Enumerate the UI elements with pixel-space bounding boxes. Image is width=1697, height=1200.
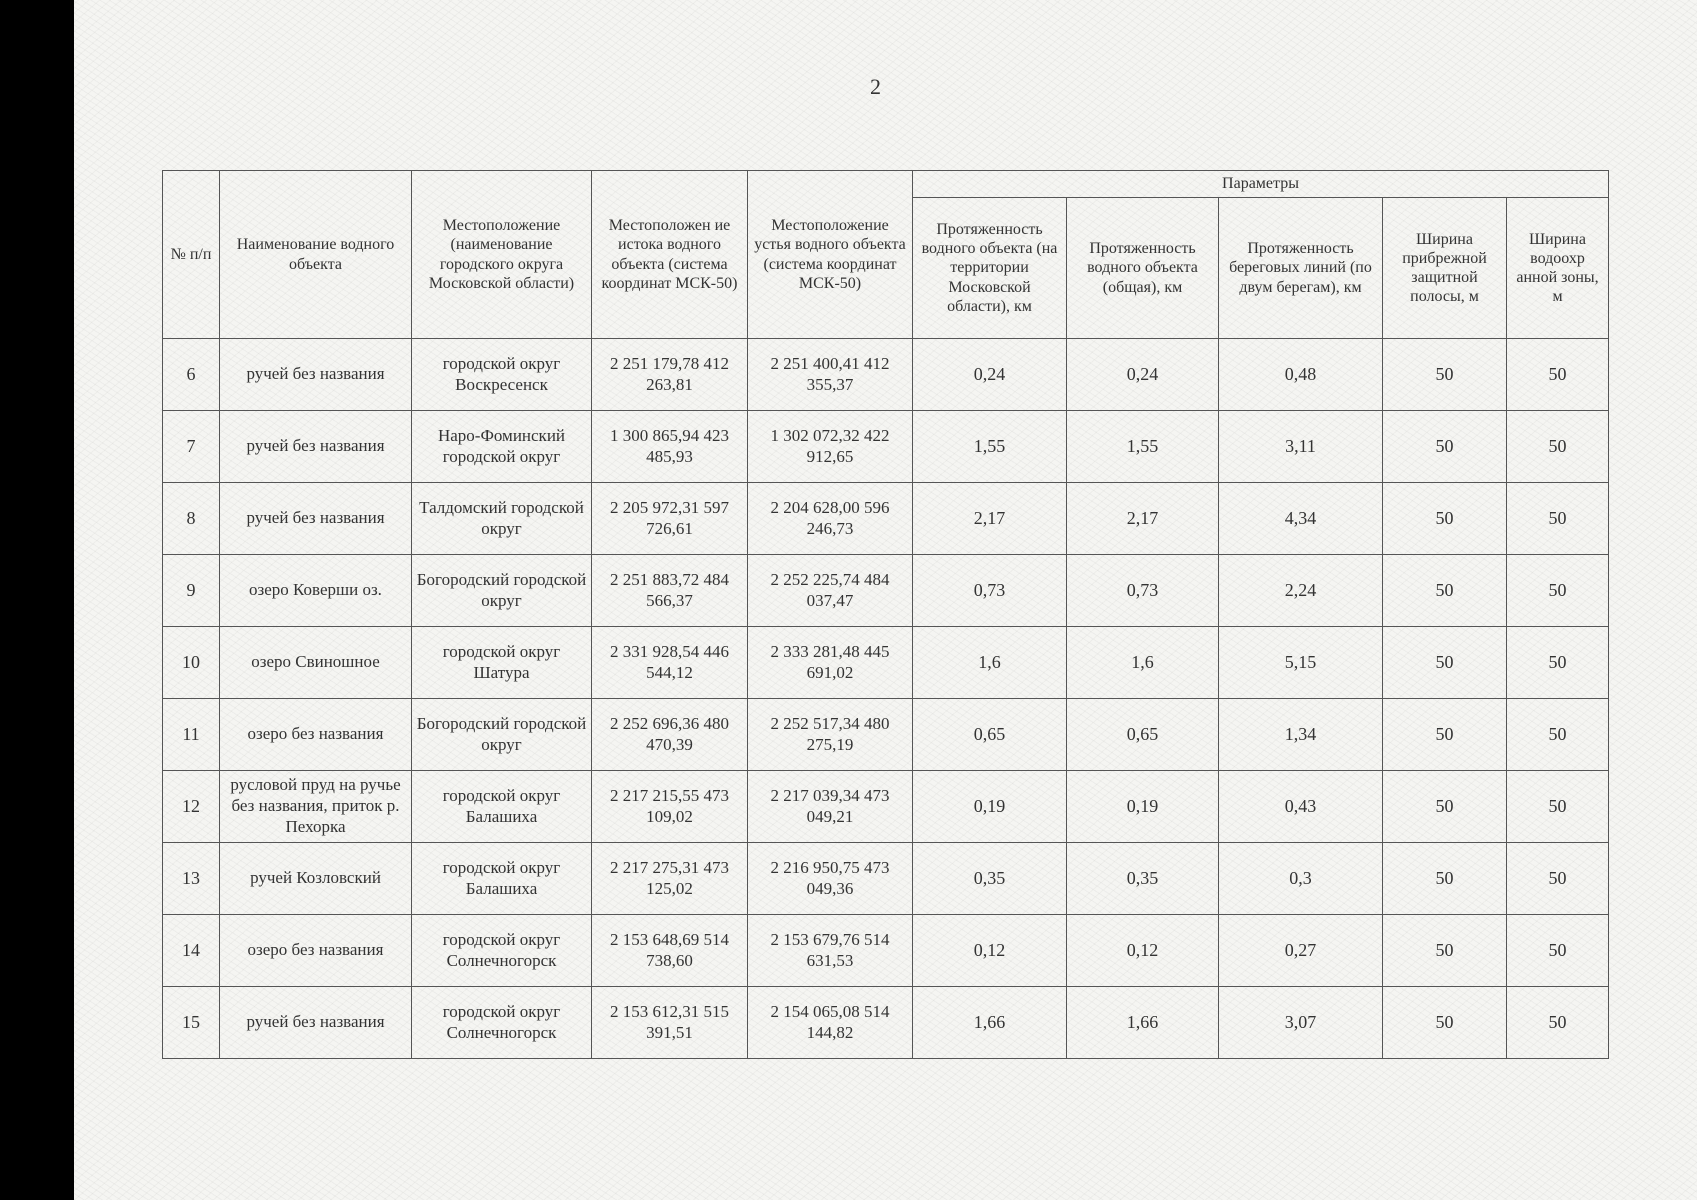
row-length-total: 0,24	[1067, 339, 1219, 411]
header-shoreline: Протяженность береговых линий (по двум берегам), км	[1219, 198, 1383, 339]
table-row	[163, 771, 1609, 843]
row-mouth: 2 204 628,00 596 246,73	[748, 483, 913, 555]
row-coastal-strip: 50	[1383, 843, 1507, 915]
header-length-total: Протяженность водного объекта (общая), км	[1067, 198, 1219, 339]
row-source: 2 252 696,36 480 470,39	[592, 699, 748, 771]
table-row	[163, 843, 1609, 915]
row-length-mo: 0,73	[913, 555, 1067, 627]
row-coastal-strip: 50	[1383, 555, 1507, 627]
row-name: озеро Свиношное	[220, 627, 412, 699]
row-name: ручей Козловский	[220, 843, 412, 915]
header-name: Наименование водного объекта	[220, 171, 412, 339]
row-length-mo: 0,24	[913, 339, 1067, 411]
header-parameters: Параметры	[913, 171, 1609, 198]
row-shoreline: 0,48	[1219, 339, 1383, 411]
row-water-zone: 50	[1507, 771, 1609, 843]
row-length-total: 1,55	[1067, 411, 1219, 483]
row-location: Богородский городской округ	[412, 555, 592, 627]
scan-border	[0, 0, 74, 1200]
row-water-zone: 50	[1507, 699, 1609, 771]
water-objects-table	[162, 170, 1609, 1059]
row-num: 14	[163, 915, 220, 987]
row-length-total: 0,73	[1067, 555, 1219, 627]
row-length-total: 0,35	[1067, 843, 1219, 915]
table-row	[163, 699, 1609, 771]
row-length-total: 0,19	[1067, 771, 1219, 843]
row-water-zone: 50	[1507, 843, 1609, 915]
row-name: русловой пруд на ручье без названия, приток р. Пехорка	[220, 771, 412, 843]
header-length-mo: Протяженность водного объекта (на территории Московской области), км	[913, 198, 1067, 339]
table-row	[163, 411, 1609, 483]
row-coastal-strip: 50	[1383, 987, 1507, 1059]
header-water-zone: Ширина водоохр анной зоны, м	[1507, 198, 1609, 339]
header-source: Местоположен ие истока водного объекта (система координат МСК-50)	[592, 171, 748, 339]
row-length-mo: 0,19	[913, 771, 1067, 843]
header-coastal-strip: Ширина прибрежной защитной полосы, м	[1383, 198, 1507, 339]
row-name: ручей без названия	[220, 483, 412, 555]
row-length-mo: 0,12	[913, 915, 1067, 987]
row-coastal-strip: 50	[1383, 627, 1507, 699]
row-location: городской округ Солнечногорск	[412, 987, 592, 1059]
row-mouth: 2 252 517,34 480 275,19	[748, 699, 913, 771]
header-mouth: Местоположение устья водного объекта (система координат МСК-50)	[748, 171, 913, 339]
row-shoreline: 0,3	[1219, 843, 1383, 915]
row-water-zone: 50	[1507, 411, 1609, 483]
row-location: Богородский городской округ	[412, 699, 592, 771]
row-location: Наро-Фоминский городской округ	[412, 411, 592, 483]
row-shoreline: 1,34	[1219, 699, 1383, 771]
row-location: городской округ Солнечногорск	[412, 915, 592, 987]
row-coastal-strip: 50	[1383, 339, 1507, 411]
row-length-mo: 0,35	[913, 843, 1067, 915]
row-shoreline: 3,07	[1219, 987, 1383, 1059]
row-mouth: 2 252 225,74 484 037,47	[748, 555, 913, 627]
header-num: № п/п	[163, 171, 220, 339]
table-row	[163, 339, 1609, 411]
row-num: 11	[163, 699, 220, 771]
row-location: Талдомский городской округ	[412, 483, 592, 555]
row-shoreline: 0,27	[1219, 915, 1383, 987]
row-water-zone: 50	[1507, 627, 1609, 699]
row-length-mo: 2,17	[913, 483, 1067, 555]
row-length-total: 2,17	[1067, 483, 1219, 555]
row-num: 12	[163, 771, 220, 843]
row-length-total: 0,12	[1067, 915, 1219, 987]
row-coastal-strip: 50	[1383, 771, 1507, 843]
row-name: озеро без названия	[220, 915, 412, 987]
table-row	[163, 987, 1609, 1059]
row-mouth: 2 154 065,08 514 144,82	[748, 987, 913, 1059]
row-location: городской округ Воскресенск	[412, 339, 592, 411]
table-row	[163, 627, 1609, 699]
row-mouth: 2 216 950,75 473 049,36	[748, 843, 913, 915]
row-name: озеро без названия	[220, 699, 412, 771]
row-shoreline: 5,15	[1219, 627, 1383, 699]
row-length-mo: 0,65	[913, 699, 1067, 771]
row-source: 2 331 928,54 446 544,12	[592, 627, 748, 699]
row-location: городской округ Шатура	[412, 627, 592, 699]
row-mouth: 2 333 281,48 445 691,02	[748, 627, 913, 699]
row-mouth: 2 217 039,34 473 049,21	[748, 771, 913, 843]
row-source: 2 153 648,69 514 738,60	[592, 915, 748, 987]
row-coastal-strip: 50	[1383, 699, 1507, 771]
row-mouth: 2 251 400,41 412 355,37	[748, 339, 913, 411]
row-source: 2 217 275,31 473 125,02	[592, 843, 748, 915]
row-location: городской округ Балашиха	[412, 771, 592, 843]
row-length-total: 0,65	[1067, 699, 1219, 771]
table-row	[163, 483, 1609, 555]
row-name: ручей без названия	[220, 411, 412, 483]
row-source: 2 251 883,72 484 566,37	[592, 555, 748, 627]
row-length-total: 1,66	[1067, 987, 1219, 1059]
row-water-zone: 50	[1507, 915, 1609, 987]
row-length-mo: 1,55	[913, 411, 1067, 483]
row-mouth: 2 153 679,76 514 631,53	[748, 915, 913, 987]
row-num: 13	[163, 843, 220, 915]
row-name: озеро Коверши оз.	[220, 555, 412, 627]
row-length-mo: 1,6	[913, 627, 1067, 699]
row-water-zone: 50	[1507, 483, 1609, 555]
row-num: 9	[163, 555, 220, 627]
row-source: 2 251 179,78 412 263,81	[592, 339, 748, 411]
row-source: 2 153 612,31 515 391,51	[592, 987, 748, 1059]
row-coastal-strip: 50	[1383, 915, 1507, 987]
row-water-zone: 50	[1507, 987, 1609, 1059]
row-shoreline: 3,11	[1219, 411, 1383, 483]
row-num: 6	[163, 339, 220, 411]
row-shoreline: 4,34	[1219, 483, 1383, 555]
header-location: Местоположение (наименование городского округа Московской области)	[412, 171, 592, 339]
row-name: ручей без названия	[220, 987, 412, 1059]
row-location: городской округ Балашиха	[412, 843, 592, 915]
row-shoreline: 2,24	[1219, 555, 1383, 627]
row-shoreline: 0,43	[1219, 771, 1383, 843]
row-source: 1 300 865,94 423 485,93	[592, 411, 748, 483]
row-num: 7	[163, 411, 220, 483]
header-group-row	[163, 171, 1609, 198]
row-length-mo: 1,66	[913, 987, 1067, 1059]
row-name: ручей без названия	[220, 339, 412, 411]
row-num: 10	[163, 627, 220, 699]
page-number: 2	[870, 74, 881, 99]
row-source: 2 205 972,31 597 726,61	[592, 483, 748, 555]
table-row	[163, 555, 1609, 627]
row-num: 15	[163, 987, 220, 1059]
row-source: 2 217 215,55 473 109,02	[592, 771, 748, 843]
row-mouth: 1 302 072,32 422 912,65	[748, 411, 913, 483]
row-coastal-strip: 50	[1383, 411, 1507, 483]
row-length-total: 1,6	[1067, 627, 1219, 699]
row-water-zone: 50	[1507, 339, 1609, 411]
row-coastal-strip: 50	[1383, 483, 1507, 555]
row-water-zone: 50	[1507, 555, 1609, 627]
row-num: 8	[163, 483, 220, 555]
table-row	[163, 915, 1609, 987]
